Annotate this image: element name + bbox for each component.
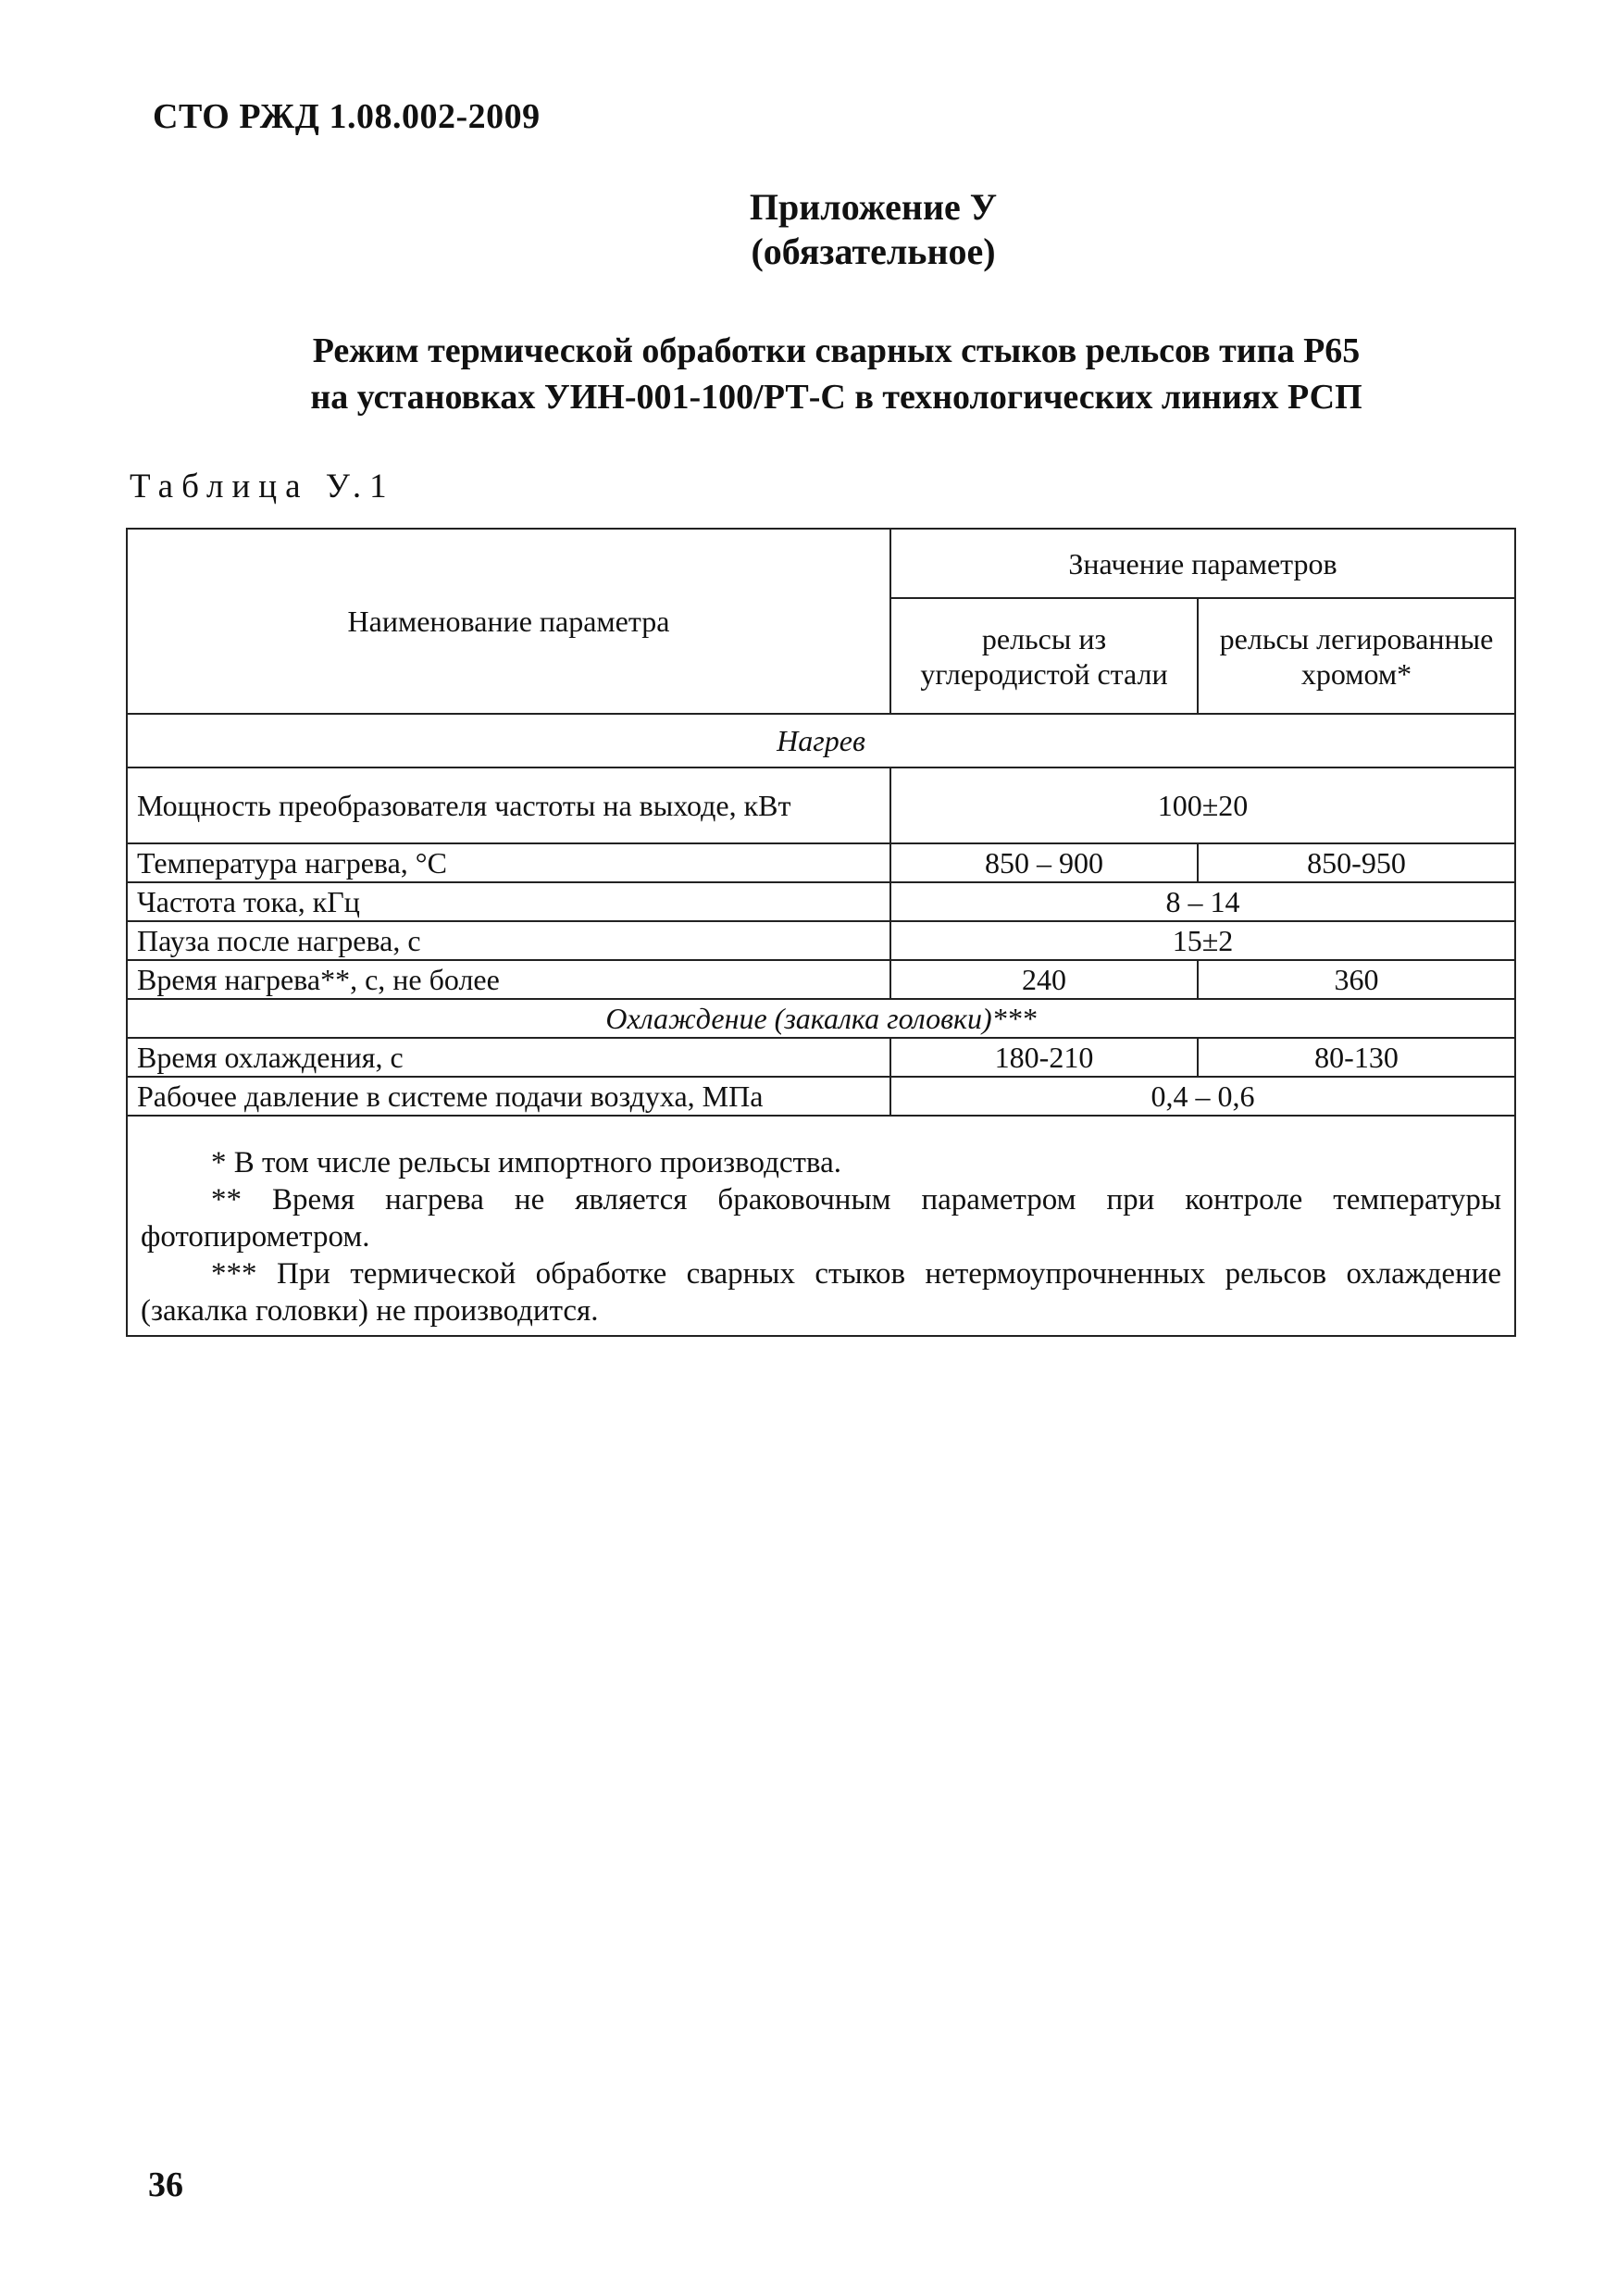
section-heating: Нагрев [127,714,1515,767]
row-name: Частота тока, кГц [127,882,890,921]
note-1: * В том числе рельсы импортного производства. [211,1146,841,1179]
main-title-line-1: Режим термической обработки сварных стыков рельсов типа Р65 [312,331,1361,370]
row-value-carbon: 240 [890,960,1198,999]
appendix-title: Приложение У [749,186,998,228]
page-number: 36 [148,2165,183,2204]
note-3: *** При термической обработке сварных стыков нетермоупрочненных рельсов охлаждение (закалка головки) не производится. [141,1257,1502,1328]
parameters-table [126,528,1516,1337]
row-value: 0,4 – 0,6 [890,1077,1515,1116]
table-row [127,767,1515,843]
row-value-chrome: 360 [1198,960,1515,999]
table-row [127,921,1515,960]
header-values-group: Значение параметров [890,529,1515,598]
row-name: Пауза после нагрева, с [127,921,890,960]
appendix-subtitle: (обязательное) [751,231,996,272]
row-value-carbon: 180-210 [890,1038,1198,1077]
header-col-carbon: рельсы из углеродистой стали [890,598,1198,714]
table-label: Таблица У.1 [130,468,395,505]
row-name: Температура нагрева, °С [127,843,890,882]
table-row [127,843,1515,882]
note-2: ** Время нагрева не является браковочным параметром при контроле температуры фотопирометром. [141,1183,1502,1254]
row-name: Время нагрева**, с, не более [127,960,890,999]
row-value: 100±20 [890,767,1515,843]
section-cooling: Охлаждение (закалка головки)*** [127,999,1515,1038]
table-row [127,1038,1515,1077]
row-value-carbon: 850 – 900 [890,843,1198,882]
header-param-name: Наименование параметра [127,529,890,714]
row-value: 8 – 14 [890,882,1515,921]
row-value-chrome: 80-130 [1198,1038,1515,1077]
parameters-table-container [126,528,1514,1337]
row-name: Мощность преобразователя частоты на выходе, кВт [127,767,890,843]
table-row [127,960,1515,999]
main-title-line-2: на установках УИН-001-100/РТ-С в технологических линиях РСП [310,378,1362,417]
row-name: Время охлаждения, с [127,1038,890,1077]
row-value-chrome: 850-950 [1198,843,1515,882]
row-value: 15±2 [890,921,1515,960]
table-notes [127,1116,1515,1336]
header-col-chrome: рельсы легированные хромом* [1198,598,1515,714]
document-code: СТО РЖД 1.08.002-2009 [153,97,541,136]
table-row [127,882,1515,921]
table-row [127,1077,1515,1116]
row-name: Рабочее давление в системе подачи воздуха, МПа [127,1077,890,1116]
